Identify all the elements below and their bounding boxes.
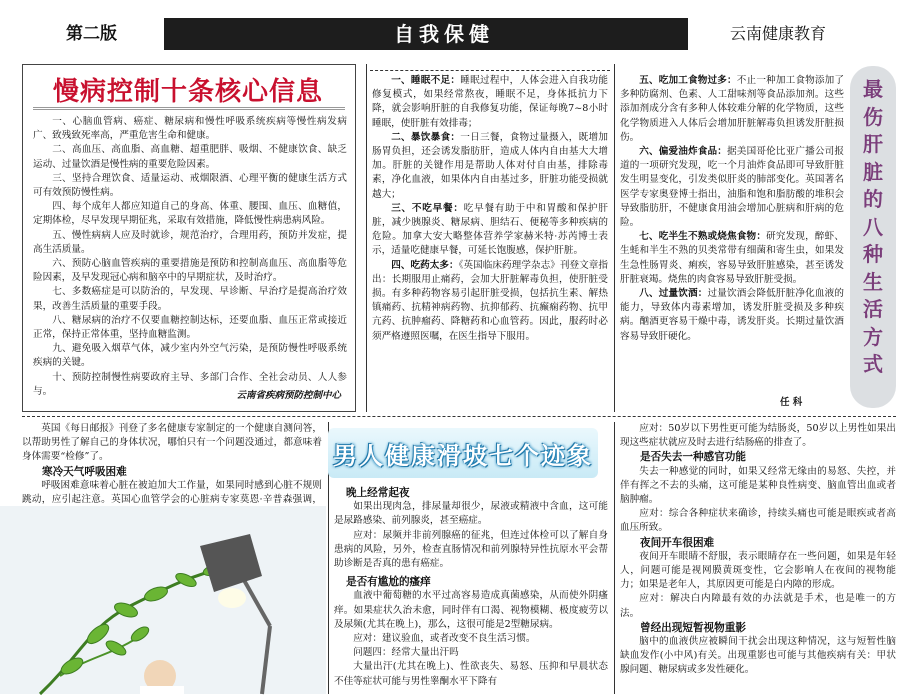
paper-name: 云南健康教育 <box>688 18 840 50</box>
liver-item-head: 七、吃半生不熟或烧焦食物： <box>639 231 767 243</box>
men-text: 夜间开车眼睛不舒服，表示眼睛存在一些问题，如果是年轻人，问题可能是视网膜黄斑变性，它会影响人在夜间的视物能力；如果是老年人，其原因更可能是白内障的形成。 <box>620 550 896 591</box>
chronic-paragraph: 四、每个成年人都应知道自己的身高、体重、腰围、血压、血糖值，定期体检，尽早发现早期征兆，采取有效措施，降低慢性病患病风险。 <box>33 201 347 227</box>
liver-item-head: 四、吃药太多： <box>391 259 459 271</box>
liver-item-body: 一日三餐，食物过量摄入，既增加肠胃负担，还会诱发脂肪肝，造成人体内自由基大大增加。肝脏的关键作用是帮助人体对付自由基，排除毒素，净化血液，如果体内自由基过多，肝脏功能受损就越大； <box>372 131 609 200</box>
liver-article-part2 <box>620 74 844 392</box>
men-subhead: 晚上经常起夜 <box>346 487 410 499</box>
men-health-title: 男人健康滑坡七个迹象 <box>333 442 593 470</box>
edition-label: 第二版 <box>52 18 164 50</box>
chronic-paragraph: 一、心脑血管病、癌症、糖尿病和慢性呼吸系统疾病等慢性病发病广、致残致死率高，严重危害生命和健康。 <box>33 116 347 142</box>
liver-item <box>620 287 844 344</box>
men-text: 脑中的血液供应被瞬间干扰会出现这种情况，这与短暂性脑缺血发作(小中风)有关。出现重影也可能与其他疾病有关：甲状腺问题、糖尿病或多发性硬化。 <box>620 636 896 676</box>
liver-item-head: 三、不吃早餐： <box>391 202 464 214</box>
men-subhead: 是否有尴尬的瘙痒 <box>346 576 431 589</box>
chronic-credit: 云南省疾病预防控制中心 <box>236 390 341 401</box>
men-health-banner <box>328 428 598 478</box>
men-text: 失去一种感觉的同时，如果又经常无缘由的易怒、失控，并伴有挥之不去的头痛，这可能是某种良性病变、脑血管出血或者脑肿瘤。 <box>620 465 896 506</box>
liver-item-head: 六、偏爱油炸食品： <box>639 146 728 158</box>
men-subhead: 是否失去一种感官功能 <box>640 451 746 464</box>
men-subhead: 曾经出现短暂视物重影 <box>640 621 746 634</box>
men-advice: 应对：建议验血，或者改变不良生活习惯。 <box>353 633 536 645</box>
chronic-paragraph: 五、慢性病病人应及时就诊，规范治疗，合理用药，预防并发症，提高生活质量。 <box>33 229 347 255</box>
chronic-paragraph: 三、坚持合理饮食、适量运动、戒烟限酒、心理平衡的健康生活方式可有效预防慢性病。 <box>33 172 347 199</box>
column-rule <box>614 64 615 412</box>
liver-article-part1 <box>372 74 608 410</box>
liver-item <box>372 74 608 131</box>
dotted-divider <box>370 70 610 71</box>
liver-item-body: 睡眠过程中，人体会进入自我功能修复模式，如果经常熬夜，睡眠不足，身体抵抗力下降，就会影响肝脏的自我修复功能，保证每晚7~8小时睡眠，使肝脏有效排毒； <box>372 75 609 129</box>
men-article-part2 <box>620 422 896 692</box>
liver-item <box>372 131 608 202</box>
men-advice: 应对：尿频并非前列腺癌的征兆，但连过体检可以了解自身患病的风险，另外，检查直肠情况和前列腺特异性抗原水平会帮助诊断是否真的患有癌症。 <box>334 529 608 570</box>
liver-item-body: 吃早餐有助于中和胃酸和保护肝脏，减少胰腺炎、糖尿病、胆结石、便秘等多种疾病的危险。加拿大安大略整体营养学家赫米特·苏芮博士表示，适量吃健康早餐，可延长饱腹感，保护肝脏。 <box>372 202 609 257</box>
chronic-paragraph: 七、多数癌症是可以防治的，早发现、早诊断、早治疗是提高治疗效果，改善生活质量的重要手段。 <box>33 286 347 312</box>
liver-item-body: 过量饮酒会降低肝脏净化血液的能力，导致体内毒素增加，诱发肝脏受损及多种疾病。酗酒更容易干燥中毒，诱发肝炎。长期过量饮酒容易导致肝硬化。 <box>620 288 845 342</box>
liver-item-body: 不止一种加工食物添加了多种防腐剂、色素、人工甜味剂等食品添加剂。这些添加剂成分含有多种人体较难分解的化学物质，这些化学物质进入人体后会增加肝脏解毒负担诱发肝脏损伤。 <box>620 75 844 143</box>
chronic-paragraph: 九、避免吸入烟草气体，减少室内外空气污染，是预防慢性呼吸系统疾病的关键。 <box>33 343 347 369</box>
chronic-paragraph: 八、糖尿病的治疗不仅要血糖控制达标，还要血脂、血压正常或接近正常，保持正常体重，坚持血糖监测。 <box>33 314 347 341</box>
liver-item-head: 五、吃加工食物过多： <box>639 75 737 86</box>
liver-item <box>620 145 844 230</box>
liver-vertical-banner <box>850 66 896 408</box>
liver-item-body: 研究发现，醉虾、生蚝和半生不熟的贝类常带有细菌和寄生虫，如果发生急性肠胃炎、痢疾，容易导致肝脏感染，甚至诱发肝脏衰竭。烧焦的肉食容易导致肝脏受损。 <box>620 231 845 285</box>
men-text: 血液中葡萄糖的水平过高容易造成真菌感染，从而使外阴瘙痒。如果症状久治未愈，同时伴有口渴、视物模糊、极度疲劳以及尿频(尤其在晚上)，那么，这很可能是2型糖尿病。 <box>334 590 608 630</box>
men-text: 大量出汗(尤其在晚上)、性欲丧失、易怒、压抑和早晨状态不佳等症状可能与男性睾酮水平下降有 <box>334 661 608 687</box>
lamp-plant-illustration <box>0 506 326 694</box>
liver-item-head: 一、睡眠不足： <box>391 75 461 86</box>
men-article-part1 <box>334 486 608 692</box>
column-rule <box>366 64 367 412</box>
masthead-bar <box>52 18 840 50</box>
men-question: 问题四：经常大量出汗吗 <box>353 647 459 659</box>
chronic-disease-box <box>22 64 356 412</box>
chronic-headline: 慢病控制十条核心信息 <box>53 77 324 107</box>
liver-banner-text: 最伤肝脏的八种生活方式 <box>863 77 883 376</box>
section-divider <box>22 416 896 417</box>
chronic-paragraph: 二、高血压、高血脂、高血糖、超重肥胖、吸烟、不健康饮食、缺乏运动、过量饮酒是慢性病的重要危险因素。 <box>33 144 347 170</box>
liver-credit: 任 科 <box>780 397 803 408</box>
men-text: 如果出现肉急，排尿量却很少，尿液或精液中含血，这可能是尿路感染、前列腺炎，甚至癌症。 <box>334 501 608 527</box>
men-subhead: 夜间开车很困难 <box>640 536 715 549</box>
liver-item <box>620 230 844 287</box>
liver-item <box>620 74 844 145</box>
liver-item-body: 据美国哥伦比亚广播公司报道的一项研究发现，吃一个月油炸食品即可导致肝脏发生明显变化，引发类似肝炎的肺部变化。英国著名医学专家奥登博士指出，油脂和饱和脂肪酸的堆积会导致脂肪肝，不健康食用油会增加心脏病和肝病的危险。 <box>620 146 845 229</box>
men-advice: 应对：综合各种症状来确诊，持续头痛也可能是眼疾或者高血压所致。 <box>620 508 896 534</box>
chronic-paragraph: 十、预防控制慢性病要政府主导、多部门合作、全社会动员、人人参与。 <box>33 371 347 397</box>
cold-intro: 英国《每日邮报》刊登了多名健康专家制定的一个健康自测问答，以帮助男性了解自己的身体状况，哪怕只有一个问题没通过，都意味着身体需要“检修”了。 <box>22 423 322 463</box>
section-title: 自我保健 <box>394 22 494 46</box>
chronic-paragraph: 六、预防心脑血管疾病的重要措施是预防和控制高血压、高血脂等危险因素，及早发现冠心病和脑卒中的早期症状，及时治疗。 <box>33 258 347 284</box>
cold-text: 呼吸困难意味着心脏在被迫加大工作量，如果同时感到心脏不规则跳动，应引起注意。英国心血管学会的心脏病专家莫恩·辛普森强调， <box>22 479 322 506</box>
lamp-plant-photo <box>0 506 326 694</box>
liver-item-head: 八、过量饮酒： <box>639 288 708 300</box>
headline-rule <box>33 107 345 110</box>
column-rule <box>614 422 615 694</box>
liver-item-head: 二、暴饮暴食： <box>391 131 461 143</box>
cold-article <box>22 422 322 504</box>
liver-item-body: 《英国临床药理学杂志》刊登文章指出：长期服用止痛药，会加大肝脏解毒负担，使肝脏受损。有多种药物容易引起肝脏受损，包括抗生素、解热镇痛药、抗精神病药物、抗抑郁药、抗癫痫药物、抗甲亢药、抗肿瘤药、降糖药和心血管药。因此，服药时必须严格遵照医嘱，在医生指导下服用。 <box>372 259 609 342</box>
liver-item <box>372 202 608 259</box>
liver-item <box>372 259 608 344</box>
cold-subhead: 寒冷天气呼吸困难 <box>42 465 127 478</box>
men-advice: 应对：解决白内障最有效的办法就是手术，也是唯一的方法。 <box>620 593 896 619</box>
men-advice: 应对：50岁以下男性更可能为结肠炎，50岁以上男性如果出现这些症状就应及时去进行结肠癌的排查了。 <box>620 423 896 449</box>
masthead <box>0 0 900 58</box>
